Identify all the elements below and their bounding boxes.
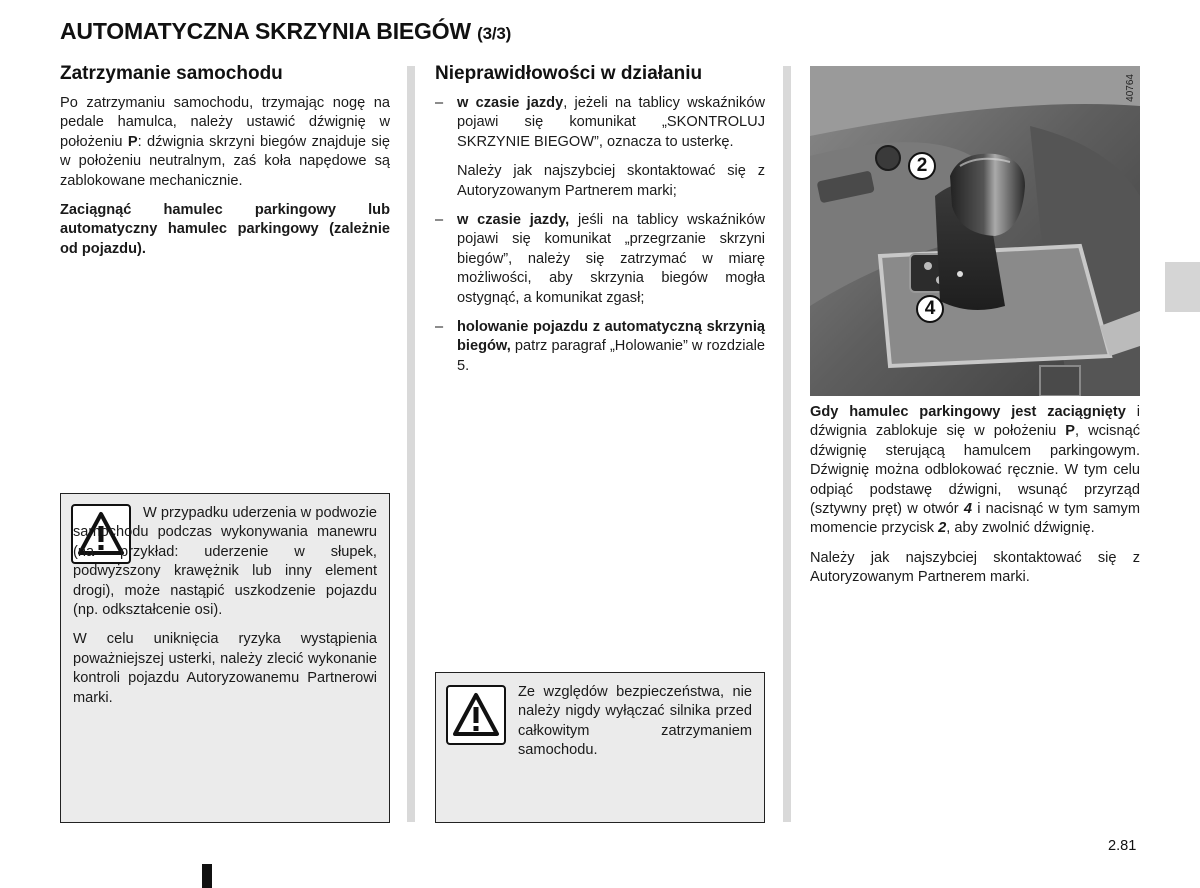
callout-2: 2 <box>908 152 936 180</box>
warning-box-engine <box>435 672 765 823</box>
warning-text: W celu uniknięcia ryzyka wystąpienia poważniejszej usterki, należy zlecić wykonanie kontroli pojazdu Autoryzowanemu Partnerowi marki. <box>73 631 377 706</box>
section-heading-malfunctions: Nieprawidłowości w działaniu <box>435 63 703 84</box>
warning-triangle-icon <box>446 685 506 745</box>
page-title-suffix: (3/3) <box>477 24 512 43</box>
warning-text: Ze względów bezpieczeństwa, nie należy nigdy wyłączać silnika przed całkowitym zatrzymaniem samochodu. <box>518 684 752 759</box>
list-item: – w czasie jazdy, jeśli na tablicy wskaźników pojawi się komunikat „przegrzanie skrzyni biegów”, należy się zatrzymać w miarę możliwości, aby skrzynia biegów mogła ostygnąć, a komunikat zgasł; <box>435 212 765 306</box>
caption-paragraph: Gdy hamulec parkingowy jest zaciągnięty i dźwignia zablokuje się w położeniu P, wcisnąć dźwignię sterującą hamulcem parkingowym. Dźwignię można odblokować ręcznie. W tym celu odpiąć podstawę dźwigni, wsunąć przyrząd (sztywny pręt) w otwór 4 i nacisnąć w tym samym momencie przycisk 2, aby zwolnić dźwignię. <box>810 404 1141 537</box>
column-divider <box>407 66 415 822</box>
warning-text: W przypadku uderzenia w podwozie samochodu podczas wykonywania manewru (na przykład: uderzenie w słupek, podwyższony krawężnik lub inny element drogi), może nastąpić uszkodzenie pojazdu (np. odkształcenie osi). <box>73 505 377 619</box>
caption-paragraph: Należy jak najszybciej skontaktować się z Autoryzowanym Partnerem marki. <box>810 549 1140 586</box>
binding-mark <box>202 864 212 888</box>
page-title: AUTOMATYCZNA SKRZYNIA BIEGÓW (3/3) <box>60 18 512 44</box>
list-item: – holowanie pojazdu z automatyczną skrzynią biegów, patrz paragraf „Holowanie” w rozdziale 5. <box>435 319 765 374</box>
list-item: – w czasie jazdy, jeżeli na tablicy wskaźników pojawi się komunikat „SKONTROLUJ SKRZYNIE BIEGOW”, oznacza to usterkę. Należy jak najszybciej skontaktować się z Autoryzowanym Partnerem marki; <box>435 95 765 199</box>
paragraph: Po zatrzymaniu samochodu, trzymając nogę na pedale hamulca, należy ustawić dźwignię w położeniu P: dźwignia skrzyni biegów znajduje się w położeniu neutralnym, zaś koła napędowe są zablokowane mechanicznie. <box>60 95 390 189</box>
gear-lever-photo <box>810 66 1140 396</box>
photo-reference-id: 40764 <box>1125 74 1136 102</box>
callout-4: 4 <box>916 295 944 323</box>
chapter-tab-marker <box>1165 262 1200 312</box>
section-heading-stopping: Zatrzymanie samochodu <box>60 63 283 84</box>
column-divider <box>783 66 791 822</box>
warning-box-underbody <box>60 493 390 823</box>
malfunction-list <box>435 94 765 386</box>
page-number: 2.81 <box>1108 838 1137 854</box>
left-body <box>60 94 390 269</box>
photo-caption <box>810 403 1140 598</box>
paragraph-bold: Zaciągnąć hamulec parkingowy lub automatyczny hamulec parkingowy (zależnie od pojazdu). <box>60 202 390 257</box>
